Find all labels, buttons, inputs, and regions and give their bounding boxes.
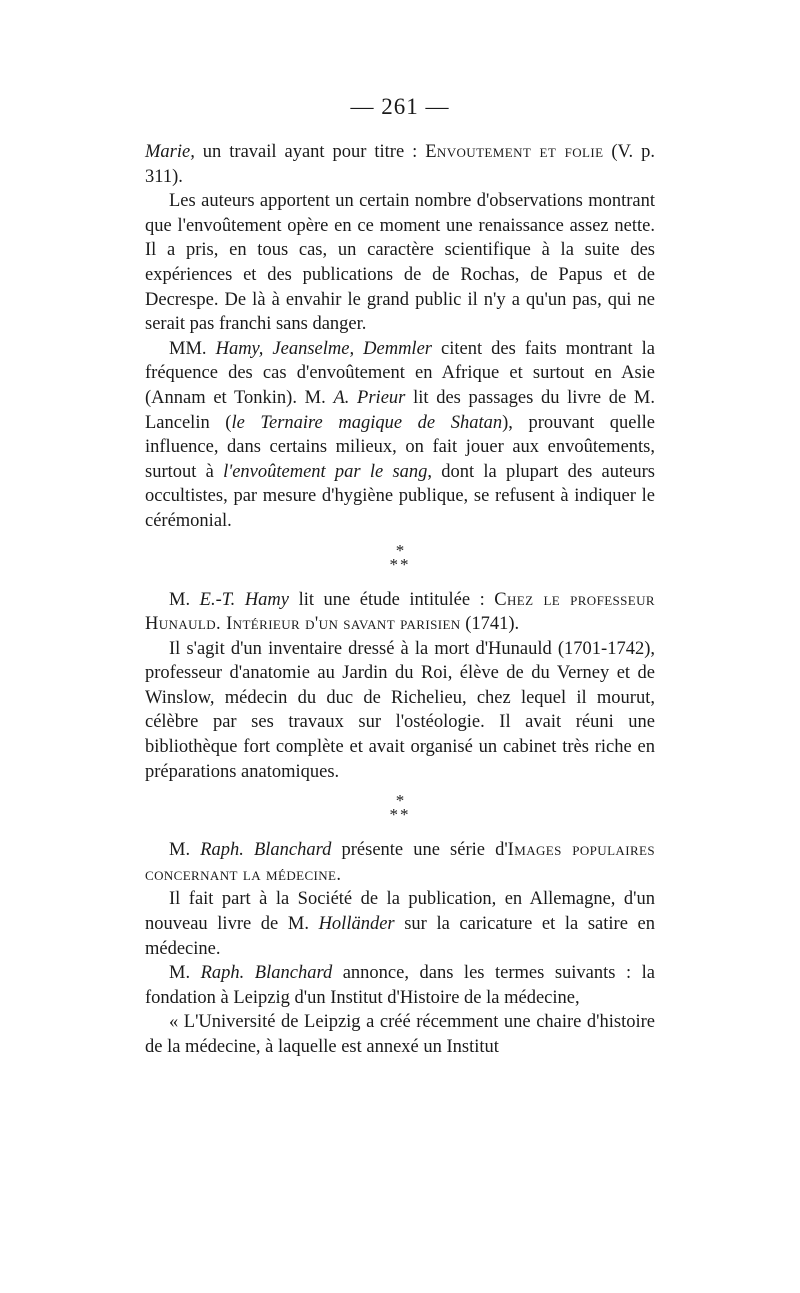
paragraph-p7 (145, 887, 655, 961)
paragraph-p9 (145, 1010, 655, 1059)
italic-text: Raph. Blanchard (200, 840, 332, 861)
text-run: annonce, dans les termes suivants : la fondation à Leipzig d'un Institut d'Histoire de la médecine, (145, 963, 655, 1008)
text-run: sur la caricature et la satire en médecine. (145, 914, 655, 959)
text-run: Il s'agit d'un inventaire dressé à la mort d'Hunauld (1701-1742), professeur d'anatomie au Jardin du Roi, élève de du Verney et de Winslow, médecin du duc de Richelieu, chez lequel il mourut, célèbre par ses travaux sur l'ostéologie. Il avait réuni une bibliothèque fort complète et avait organisé un cabinet très riche en préparations anatomiques. (145, 638, 655, 782)
paragraph-p5 (145, 637, 655, 785)
text-run: M. (169, 963, 201, 984)
page-text (145, 140, 655, 1060)
paragraph-p8 (145, 961, 655, 1010)
text-run: citent des faits montrant la fréquence des cas d'envoûtement en Afrique et surtout en Asie (Annam et Tonkin). M. (145, 338, 655, 408)
italic-text: E.-T. Hamy (199, 589, 290, 610)
italic-text: l'envoûtement par le sang (223, 461, 428, 482)
small-caps-title: Chez le professeur Hunauld. Intérieur d'un savant parisien (145, 589, 655, 635)
small-caps-title: Images populaires concernant la médecine (145, 840, 655, 885)
paragraph-p1 (145, 140, 655, 189)
paragraph-p3 (145, 337, 655, 534)
text-run: Il fait part à la Société de la publication, en Allemagne, d'un nouveau livre de M. (145, 889, 655, 935)
text-run: présente une série d' (331, 840, 508, 861)
paragraph-p2 (145, 189, 655, 337)
italic-text: Marie, (145, 142, 195, 162)
text-run: MM. (169, 338, 216, 359)
asterism-separator: * ** (389, 791, 411, 825)
italic-text: A. Prieur (333, 387, 406, 408)
text-run: lit des passages du livre de M. Lancelin ( (145, 387, 656, 433)
text-run: Les auteurs apportent un certain nombre d'observations montrant que l'envoûtement opère en ce moment une renaissance assez nette. Il a pris, en tous cas, un caractère scientifique à la suite des expériences et des publications de de Rochas, de Papus et de Decrespe. De là à envahir le grand public il n'y a qu'un pas, qui ne serait pas franchi sans danger. (145, 191, 655, 335)
text-run: ), prouvant quelle influence, dans certains milieux, on fait jouer aux envoûtements, surtout à (145, 412, 656, 482)
small-caps-title: Envoutement et folie (425, 142, 604, 162)
text-run: (1741). (460, 614, 520, 635)
asterism-separator: * ** (389, 540, 411, 574)
italic-text: Raph. Blanchard (200, 963, 333, 984)
text-run: , dont la plupart des auteurs occultistes, par mesure d'hygiène publique, se refusent à indiquer le cérémonial. (145, 461, 655, 531)
text-run: . (336, 864, 341, 885)
paragraph-p4 (145, 588, 655, 637)
text-run: lit une étude intitulée : (289, 589, 495, 610)
text-run: un travail ayant pour titre : (194, 142, 426, 162)
italic-text: Holländer (318, 914, 395, 935)
text-run: « L'Université de Leipzig a créé récemment une chaire d'histoire de la médecine, à laquelle est annexé un Institut (145, 1012, 655, 1057)
text-run: (V. p. 311). (145, 142, 655, 187)
italic-text: Hamy, Jeanselme, Demmler (215, 338, 432, 359)
text-run: M. (169, 840, 201, 861)
text-run: M. (169, 589, 200, 610)
page-number: — 261 — (350, 94, 450, 119)
paragraph-p6 (145, 838, 655, 887)
italic-text: le Ternaire magique de Shatan (231, 412, 503, 433)
